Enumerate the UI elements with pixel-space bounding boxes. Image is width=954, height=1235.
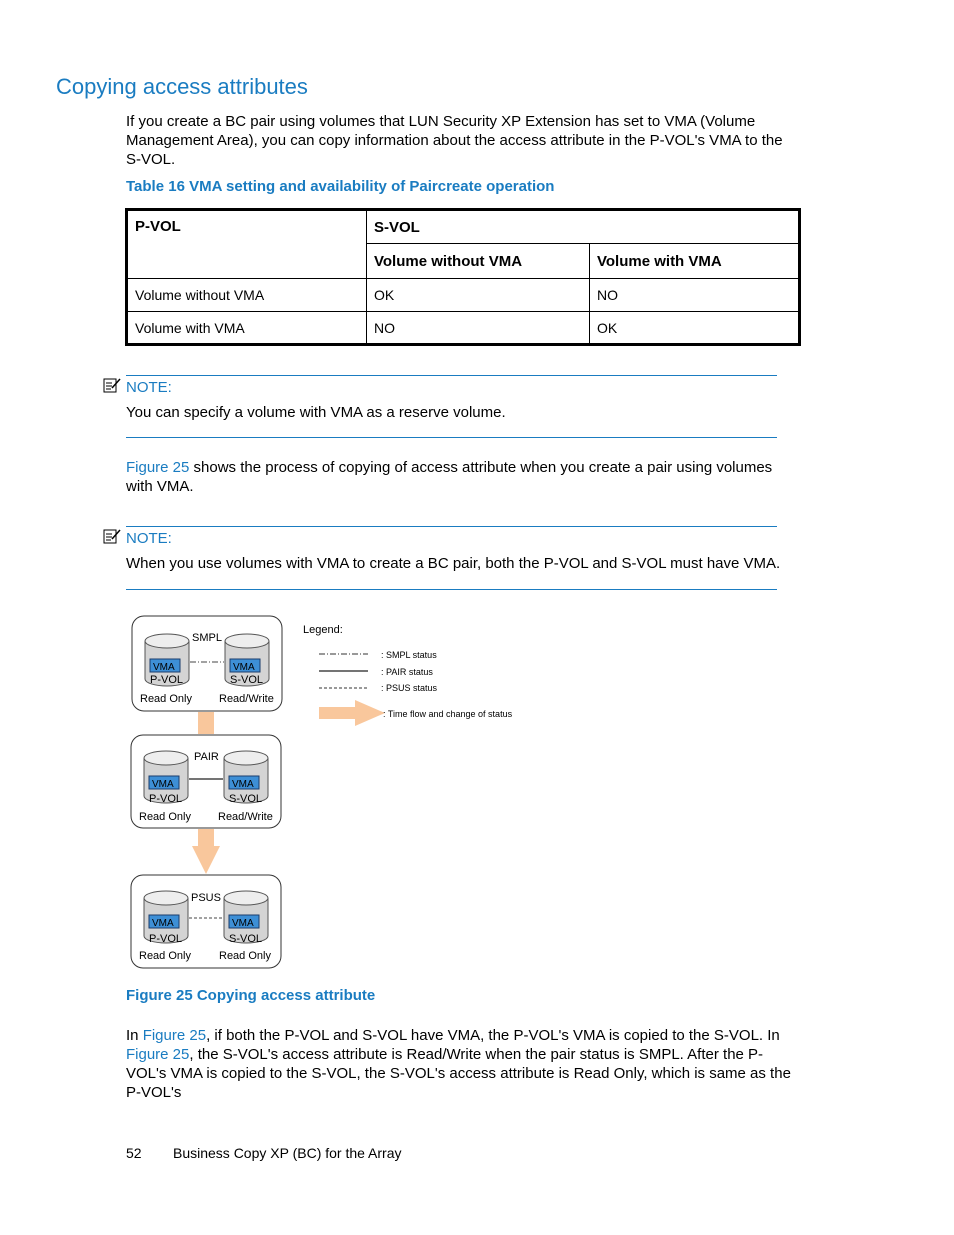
table-caption: Table 16 VMA setting and availability of Paircreate operation (126, 178, 555, 195)
figure-link[interactable]: Figure 25 (126, 459, 190, 476)
note-bottom-rule (126, 589, 777, 590)
diagram-legend (303, 624, 513, 726)
row-label: Volume without VMA (127, 279, 367, 312)
legend-arrow-icon (319, 700, 385, 726)
figure-reference-paragraph (126, 458, 798, 496)
note-label: NOTE: (126, 379, 172, 396)
footer-title: Business Copy XP (BC) for the Array (173, 1145, 402, 1161)
section-heading: Copying access attributes (56, 74, 308, 99)
status-label: SMPL (192, 632, 222, 644)
cell-with-vma: NO (590, 279, 800, 312)
closing-text: , if both the P-VOL and S-VOL have VMA, the P-VOL's VMA is copied to the S-VOL. In (206, 1027, 780, 1044)
pvol-header: P-VOL (127, 210, 367, 279)
cell-without-vma: NO (367, 312, 590, 345)
row-label: Volume with VMA (127, 312, 367, 345)
panel-pair (131, 735, 281, 828)
vma-label: VMA (233, 662, 255, 673)
legend-title: Legend: (303, 624, 343, 636)
page-number: 52 (126, 1145, 142, 1161)
pvol-access: Read Only (140, 693, 192, 705)
panel-psus (131, 875, 281, 968)
note-text: When you use volumes with VMA to create a BC pair, both the P-VOL and S-VOL must have VMA. (126, 555, 781, 572)
table-row (127, 312, 800, 345)
pvol-label: P-VOL (150, 674, 184, 686)
vma-label: VMA (153, 662, 175, 673)
pvol-access: Read Only (139, 950, 191, 962)
sub-header-with-vma: Volume with VMA (590, 244, 800, 279)
sub-header-without-vma: Volume without VMA (367, 244, 590, 279)
svol-label: S-VOL (229, 793, 263, 805)
table-row (127, 279, 800, 312)
note-label: NOTE: (126, 530, 172, 547)
legend-arrow-label: : Time flow and change of status (383, 709, 513, 719)
panel-smpl (132, 616, 282, 711)
status-label: PAIR (194, 751, 219, 763)
svol-access: Read/Write (218, 811, 273, 823)
legend-pair-label: : PAIR status (381, 667, 433, 677)
vma-label: VMA (232, 779, 254, 790)
svol-access: Read/Write (219, 693, 274, 705)
svol-header: S-VOL (367, 210, 800, 244)
figure-caption: Figure 25 Copying access attribute (126, 987, 376, 1004)
note-text: You can specify a volume with VMA as a reserve volume. (126, 404, 506, 421)
closing-text: In (126, 1027, 143, 1044)
figure-link[interactable]: Figure 25 (142, 1027, 207, 1044)
note-top-rule (126, 375, 777, 376)
status-arrow-shaft (198, 712, 214, 734)
svol-label: S-VOL (229, 933, 263, 945)
note-icon (103, 528, 121, 544)
note-bottom-rule (126, 437, 777, 438)
vma-label: VMA (232, 918, 254, 929)
legend-smpl-label: : SMPL status (381, 650, 437, 660)
note-top-rule (126, 526, 777, 527)
vma-label: VMA (152, 779, 174, 790)
cell-with-vma: OK (590, 312, 800, 345)
status-label: PSUS (191, 892, 221, 904)
status-arrow-icon (192, 829, 220, 874)
pvol-label: P-VOL (149, 933, 183, 945)
closing-paragraph (126, 1026, 802, 1102)
figure-link[interactable]: Figure 25 (126, 1046, 190, 1063)
intro-paragraph: If you create a BC pair using volumes that LUN Security XP Extension has set to VMA (Volume Management Area), you can copy information about the access attribute in the P-VOL's VMA to the S-VOL. (126, 113, 783, 168)
copying-access-diagram (120, 606, 540, 976)
note-icon (103, 377, 121, 393)
figure-reference-text: shows the process of copying of access attribute when you create a pair using volumes with VMA. (126, 459, 773, 495)
svol-access: Read Only (219, 950, 271, 962)
legend-psus-label: : PSUS status (381, 683, 438, 693)
pvol-access: Read Only (139, 811, 191, 823)
cell-without-vma: OK (367, 279, 590, 312)
pvol-label: P-VOL (149, 793, 183, 805)
closing-text: , the S-VOL's access attribute is Read/Write when the pair status is SMPL. After the P-VOL's VMA is copied to the S-VOL, the S-VOL's access attribute is Read Only, which is same as the P-VOL's (126, 1046, 791, 1101)
vma-table (125, 208, 801, 346)
vma-label: VMA (152, 918, 174, 929)
svol-label: S-VOL (230, 674, 264, 686)
